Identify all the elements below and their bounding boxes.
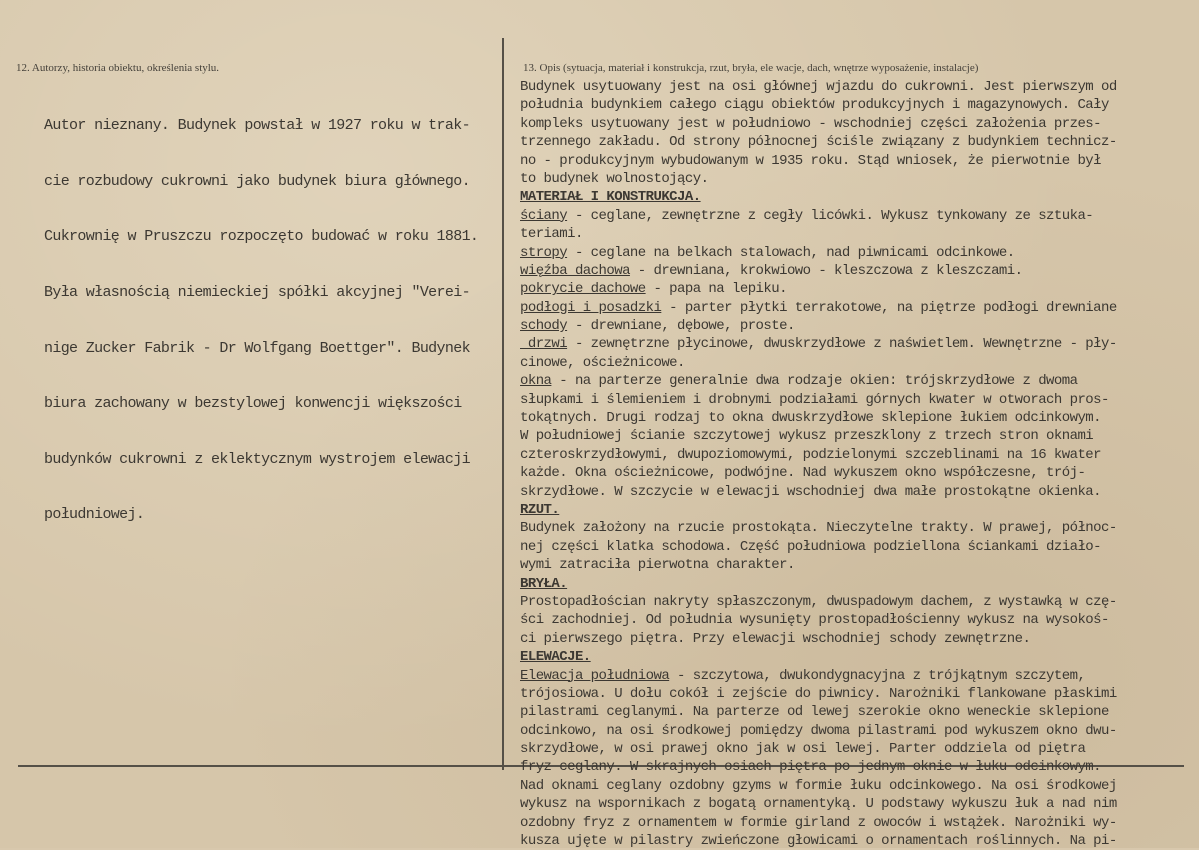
line-text: wykusz na wspornikach z bogatą ornamentyką. U podstawy wykuszu łuk a nad nim xyxy=(520,796,1117,813)
description-line xyxy=(520,96,1190,114)
underlined-term: Elewacja południowa xyxy=(520,667,670,684)
line-text: skrzydłowe. W szczycie w elewacji wschodniej dwa małe prostokątne okienka. xyxy=(520,483,1102,500)
description-line xyxy=(520,152,1190,170)
underlined-term: więźba dachowa xyxy=(520,262,630,279)
line-text: - papa na lepiku. xyxy=(645,281,787,298)
section-heading xyxy=(520,648,1190,666)
right-column-header: 13. Opis (sytuacja, materiał i konstrukcja, rzut, bryła, ele wacje, dach, wnętrze wyposażenie, instalacje) xyxy=(523,62,979,74)
history-text xyxy=(44,80,494,543)
description-line xyxy=(520,446,1190,464)
line-text: - ceglane na belkach stalowach, nad piwnicami odcinkowe. xyxy=(567,244,1015,261)
line-text: cinowe, ościeżnicowe. xyxy=(520,354,685,371)
history-line: Autor nieznany. Budynek powstał w 1927 roku w trak- xyxy=(44,117,470,135)
description-line xyxy=(520,354,1190,372)
section-heading-text: MATERIAŁ I KONSTRUKCJA. xyxy=(520,189,701,206)
line-text: kompleks usytuowany jest w południowo - wschodniej części założenia przes- xyxy=(520,115,1102,132)
section-heading xyxy=(520,575,1190,593)
description-line xyxy=(520,244,1190,262)
line-text: skrzydłowe, w osi prawej okno jak w osi lewej. Parter oddziela od piętra xyxy=(520,741,1086,758)
line-text: tokątnych. Drugi rodzaj to okna dwuskrzydłowe sklepione łukiem odcinkowym. xyxy=(520,410,1102,427)
section-heading-text: RZUT. xyxy=(520,501,560,518)
description-line xyxy=(520,556,1190,574)
description-line xyxy=(520,630,1190,648)
line-text: ci pierwszego piętra. Przy elewacji wschodniej schody zewnętrzne. xyxy=(520,630,1031,647)
history-line: cie rozbudowy cukrowni jako budynek biura głównego. xyxy=(44,172,470,190)
description-line xyxy=(520,225,1190,243)
line-text: W południowej ścianie szczytowej wykusz przeszklony z trzech stron oknami xyxy=(520,428,1094,445)
description-line xyxy=(520,262,1190,280)
description-line xyxy=(520,519,1190,537)
description-line xyxy=(520,483,1190,501)
history-line: nige Zucker Fabrik - Dr Wolfgang Boettger". Budynek xyxy=(44,339,470,357)
column-divider xyxy=(502,38,504,770)
line-text: Budynek założony na rzucie prostokąta. Nieczytelne trakty. W prawej, północ- xyxy=(520,520,1117,537)
line-text: - parter płytki terrakotowe, na piętrze podłogi drewniane xyxy=(661,299,1117,316)
line-text: no - produkcyjnym wybudowanym w 1935 roku. Stąd wniosek, że pierwotnie był xyxy=(520,152,1102,169)
line-text: czteroskrzydłowymi, dwupoziomowymi, podzielonymi szczeblinami na 16 kwater xyxy=(520,446,1102,463)
description-line xyxy=(520,777,1190,795)
history-line: Była własnością niemieckiej spółki akcyjnej "Verei- xyxy=(44,283,470,301)
description-line xyxy=(520,133,1190,151)
section-heading-text: BRYŁA. xyxy=(520,575,568,592)
description-line xyxy=(520,667,1190,685)
line-text: - ceglane, zewnętrzne z cegły licówki. Wykusz tynkowany ze sztuka- xyxy=(567,207,1094,224)
history-line: południowej. xyxy=(44,506,145,524)
description-line xyxy=(520,795,1190,813)
description-line xyxy=(520,427,1190,445)
left-column-header: 12. Autorzy, historia obiektu, określenia stylu. xyxy=(16,62,220,74)
line-text: wymi zatraciła pierwotna charakter. xyxy=(520,557,795,574)
line-text: ści zachodniej. Od południa wysunięty prostopadłościenny wykusz na wysokoś- xyxy=(520,612,1109,629)
description-line xyxy=(520,538,1190,556)
section-heading xyxy=(520,501,1190,519)
description-line xyxy=(520,317,1190,335)
description-line xyxy=(520,391,1190,409)
line-text: trójosiowa. U dołu cokół i zejście do piwnicy. Narożniki flankowane płaskimi xyxy=(520,685,1117,702)
description-line xyxy=(520,814,1190,832)
line-text: teriami. xyxy=(520,226,583,243)
line-text: słupkami i ślemieniem i drobnymi podziałami górnych kwater w otworach pros- xyxy=(520,391,1109,408)
line-text: - drewniana, krokwiowo - kleszczowa z kleszczami. xyxy=(629,262,1023,279)
description-line xyxy=(520,740,1190,758)
line-text: pilastrami ceglanymi. Na parterze od lewej szerokie okno weneckie sklepione xyxy=(520,704,1109,721)
line-text: odcinkowo, na osi środkowej pomiędzy dwoma pilastrami pod wykuszem okno dwu- xyxy=(520,722,1117,739)
description-line xyxy=(520,335,1190,353)
description-line xyxy=(520,464,1190,482)
description-line xyxy=(520,280,1190,298)
section-heading xyxy=(520,188,1190,206)
history-line: budynków cukrowni z eklektycznym wystrojem elewacji xyxy=(44,450,470,468)
line-text: Nad oknami ceglany ozdobny gzyms w formie łuku odcinkowego. Na osi środkowej xyxy=(520,777,1117,794)
description-line xyxy=(520,299,1190,317)
line-text: kusza ujęte w pilastry zwieńczone głowicami o ornamentach roślinnych. Na pi- xyxy=(520,833,1117,850)
description-line xyxy=(520,685,1190,703)
line-text: - zewnętrzne płycinowe, dwuskrzydłowe z naświetlem. Wewnętrzne - pły- xyxy=(567,336,1117,353)
description-line xyxy=(520,207,1190,225)
line-text: - szczytowa, dwukondygnacyjna z trójkątnym szczytem, xyxy=(669,667,1086,684)
description-line xyxy=(520,722,1190,740)
line-text: Prostopadłościan nakryty spłaszczonym, dwuspadowym dachem, z wystawką w czę- xyxy=(520,593,1117,610)
line-text: trzennego zakładu. Od strony północnej ściśle związany z budynkiem technicz- xyxy=(520,134,1117,151)
underlined-term: drzwi xyxy=(520,336,568,353)
description-line xyxy=(520,611,1190,629)
underlined-term: schody xyxy=(520,318,568,335)
underlined-term: okna xyxy=(520,373,552,390)
description-text xyxy=(520,78,1190,850)
line-text: nej części klatka schodowa. Część południowa podziellona ściankami działo- xyxy=(520,538,1102,555)
line-text: fryz ceglany. W skrajnych osiach piętra po jednym oknie w łuku odcinkowym. xyxy=(520,759,1102,776)
line-text: - na parterze generalnie dwa rodzaje okien: trójskrzydłowe z dwoma xyxy=(551,373,1078,390)
line-text: to budynek wolnostojący. xyxy=(520,170,709,187)
description-line xyxy=(520,758,1190,776)
line-text: ozdobny fryz z ornamentem w formie girland z owoców i wstążek. Narożniki wy- xyxy=(520,814,1117,831)
description-line xyxy=(520,170,1190,188)
line-text: każde. Okna ościeżnicowe, podwójne. Nad wykuszem okno współczesne, trój- xyxy=(520,465,1086,482)
section-heading-text: ELEWACJE. xyxy=(520,649,591,666)
description-line xyxy=(520,593,1190,611)
history-line: biura zachowany w bezstylowej konwencji większości xyxy=(44,395,462,413)
underlined-term: podłogi i posadzki xyxy=(520,299,662,316)
description-line xyxy=(520,78,1190,96)
description-line xyxy=(520,115,1190,133)
description-line xyxy=(520,703,1190,721)
underlined-term: ściany xyxy=(520,207,568,224)
underlined-term: stropy xyxy=(520,244,568,261)
description-line xyxy=(520,409,1190,427)
history-line: Cukrownię w Pruszczu rozpoczęto budować w roku 1881. xyxy=(44,228,479,246)
line-text: południa budynkiem całego ciągu obiektów produkcyjnych i magazynowych. Cały xyxy=(520,97,1109,114)
line-text: - drewniane, dębowe, proste. xyxy=(567,318,795,335)
underlined-term: pokrycie dachowe xyxy=(520,281,646,298)
line-text: Budynek usytuowany jest na osi głównej wjazdu do cukrowni. Jest pierwszym od xyxy=(520,79,1117,95)
description-line xyxy=(520,832,1190,850)
description-line xyxy=(520,372,1190,390)
